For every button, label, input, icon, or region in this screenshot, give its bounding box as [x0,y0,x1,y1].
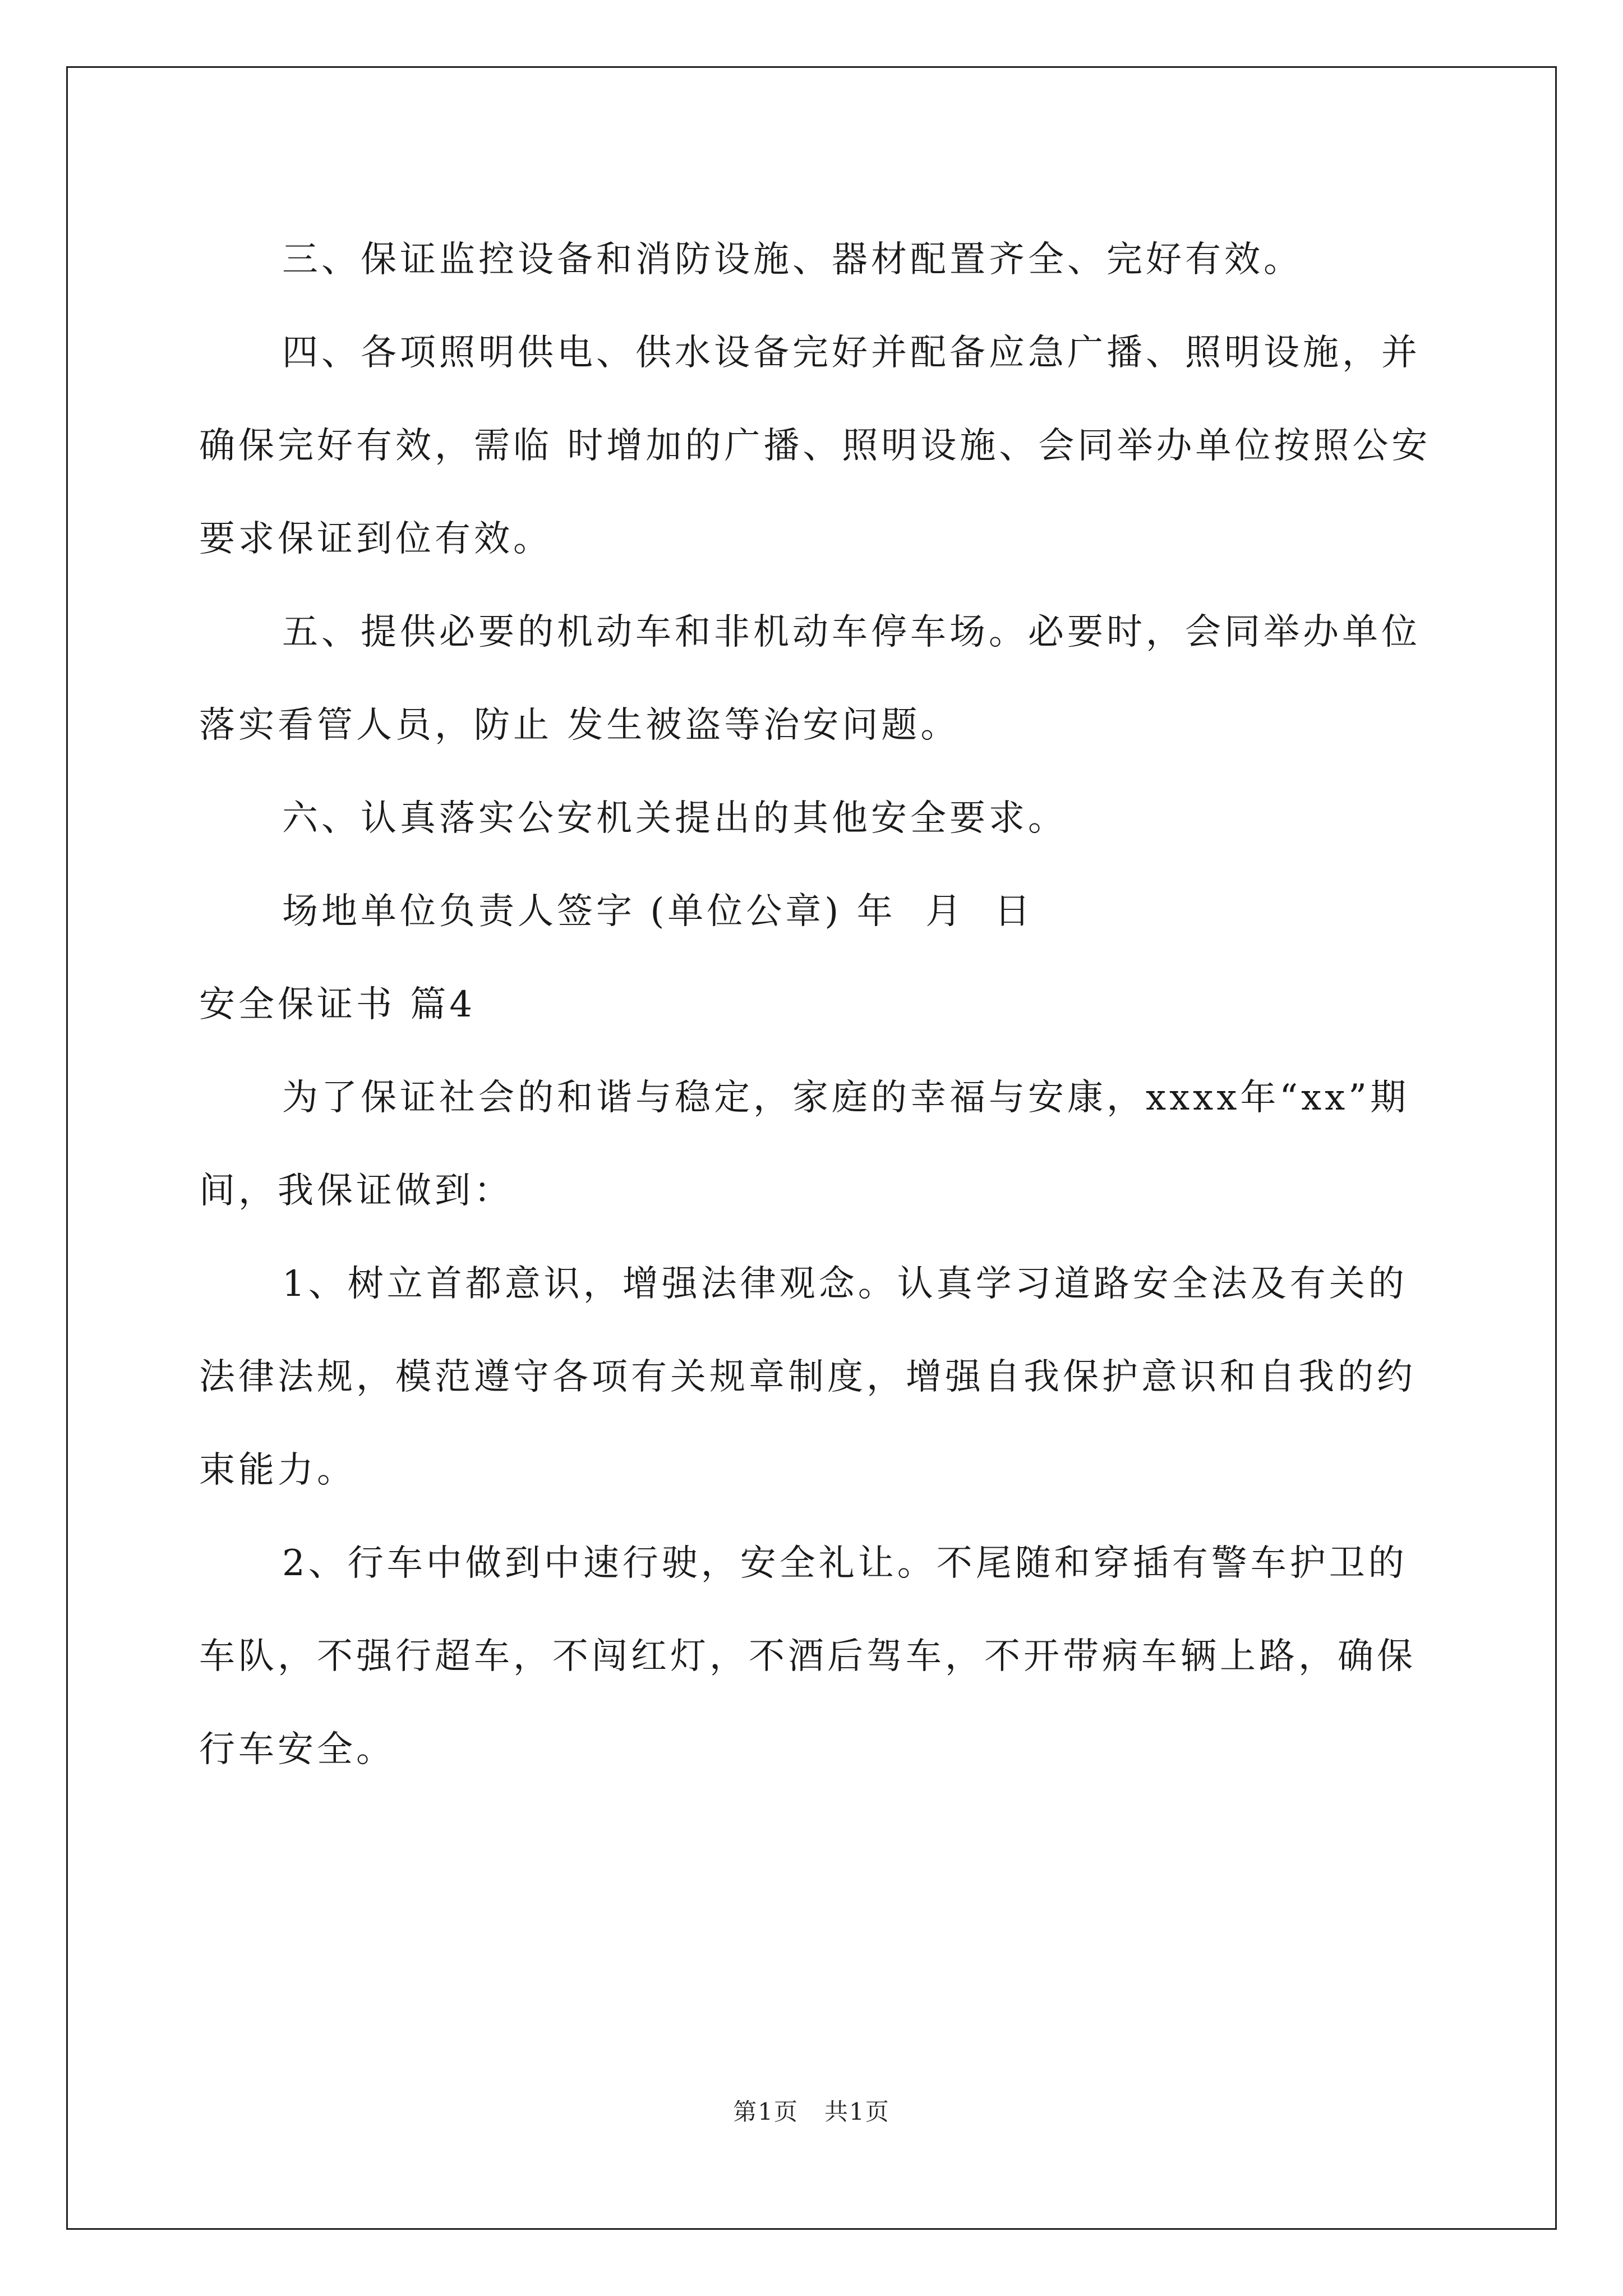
paragraph-3: 三、保证监控设备和消防设施、器材配置齐全、完好有效。 [282,239,1303,280]
page-total: 共1页 [824,2098,890,2125]
section-item-1: 1、树立首都意识，增强法律观念。认真学习道路安全法及有关的法律法规，模范遵守各项有关规章制度，增强自我保护意识和自我的约束能力。 [199,1263,1416,1491]
section-intro: 为了保证社会的和谐与稳定，家庭的幸福与安康，xxxx年“xx”期间，我保证做到： [199,1077,1409,1212]
section-item-2: 2、行车中做到中速行驶，安全礼让。不尾随和穿插有警车护卫的车队，不强行超车，不闯红灯，不酒后驾车，不开带病车辆上路，确保行车安全。 [199,1543,1416,1770]
document-body [199,213,1438,1796]
paragraph-4: 四、各项照明供电、供水设备完好并配备应急广播、照明设施，并确保完好有效，需临 时增加的广播、照明设施、会同举办单位按照公安要求保证到位有效。 [199,332,1431,560]
paragraph-6: 六、认真落实公安机关提出的其他安全要求。 [282,798,1067,839]
page-number: 第1页 [733,2098,799,2125]
page-footer [0,2093,1623,2127]
signature-line: 场地单位负责人签字 (单位公章) 年 月 日 [282,891,1034,932]
section-title: 安全保证书 篇4 [199,984,476,1025]
paragraph-5: 五、提供必要的机动车和非机动车停车场。必要时，会同举办单位落实看管人员，防止 发生被盗等治安问题。 [199,611,1421,746]
